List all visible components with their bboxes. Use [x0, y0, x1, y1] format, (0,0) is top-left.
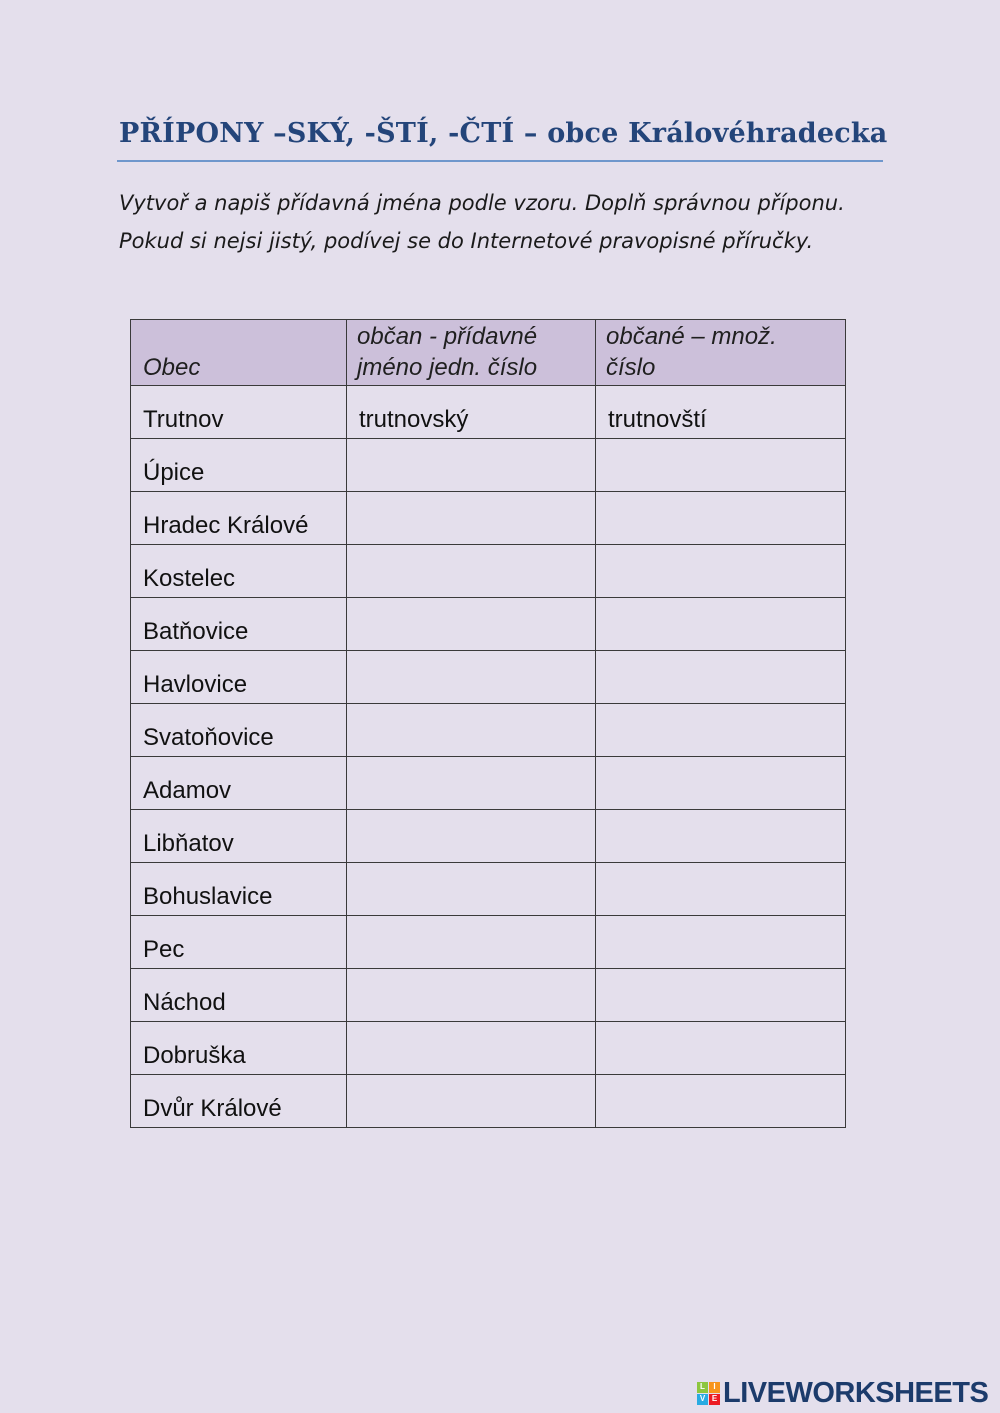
table-row [131, 1022, 846, 1075]
header-obcan-jednotne [347, 320, 596, 386]
jednotne-answer-cell[interactable] [347, 651, 596, 704]
liveworksheets-wordmark: LIVEWORKSHEETS [723, 1376, 989, 1409]
mnozne-answer-cell[interactable] [596, 1075, 846, 1128]
mnozne-answer-cell[interactable] [596, 757, 846, 810]
jednotne-answer-cell[interactable] [347, 810, 596, 863]
jednotne-answer-cell[interactable] [347, 598, 596, 651]
mnozne-answer-cell[interactable] [596, 916, 846, 969]
jednotne-answer-cell[interactable] [347, 757, 596, 810]
mnozne-answer-cell[interactable] [596, 969, 846, 1022]
obec-cell: Úpice [131, 439, 347, 492]
jednotne-answer-cell: trutnovský [347, 386, 596, 439]
table-row [131, 1075, 846, 1128]
jednotne-answer-cell[interactable] [347, 863, 596, 916]
header-obcan-line-1: občan - přídavné [357, 323, 538, 350]
jednotne-answer-cell[interactable] [347, 545, 596, 598]
table-row [131, 651, 846, 704]
jednotne-answer-cell[interactable] [347, 704, 596, 757]
obec-cell: Dvůr Králové [131, 1075, 347, 1128]
obec-cell: Libňatov [131, 810, 347, 863]
instruction-line-2: Pokud si nejsi jistý, podívej se do Internetové pravopisné příručky. [119, 229, 814, 253]
table-row [131, 863, 846, 916]
header-obcane-line-1: občané – množ. [606, 323, 777, 350]
title-underline [117, 160, 883, 162]
header-obcane-mnozne [596, 320, 846, 386]
worksheet-title: PŘÍPONY –SKÝ, -ŠTÍ, -ČTÍ – obce Královéhradecka [119, 118, 888, 149]
table-row [131, 810, 846, 863]
jednotne-answer-cell[interactable] [347, 916, 596, 969]
instruction-line-1: Vytvoř a napiš přídavná jména podle vzoru. Doplň správnou příponu. [119, 191, 845, 215]
table-row [131, 916, 846, 969]
mnozne-answer-cell[interactable] [596, 651, 846, 704]
liveworksheets-branding [697, 1378, 988, 1408]
liveworksheets-logo-icon [697, 1382, 720, 1405]
jednotne-answer-cell[interactable] [347, 1022, 596, 1075]
jednotne-answer-cell[interactable] [347, 1075, 596, 1128]
table-row [131, 969, 846, 1022]
mnozne-answer-cell[interactable] [596, 492, 846, 545]
header-obec: Obec [131, 320, 347, 386]
table-row [131, 545, 846, 598]
logo-letter: E [709, 1394, 720, 1405]
mnozne-answer-cell: trutnovští [596, 386, 846, 439]
obec-cell: Hradec Králové [131, 492, 347, 545]
mnozne-answer-cell[interactable] [596, 439, 846, 492]
obec-cell: Bohuslavice [131, 863, 347, 916]
logo-letter: L [697, 1382, 708, 1393]
mnozne-answer-cell[interactable] [596, 1022, 846, 1075]
obec-cell: Svatoňovice [131, 704, 347, 757]
obec-cell: Náchod [131, 969, 347, 1022]
table-row [131, 492, 846, 545]
header-obcan-line-2: jméno jedn. číslo [357, 354, 538, 381]
mnozne-answer-cell[interactable] [596, 863, 846, 916]
table-row [131, 704, 846, 757]
jednotne-answer-cell[interactable] [347, 969, 596, 1022]
logo-letter: I [709, 1382, 720, 1393]
obec-cell: Dobruška [131, 1022, 347, 1075]
mnozne-answer-cell[interactable] [596, 810, 846, 863]
jednotne-answer-cell[interactable] [347, 492, 596, 545]
mnozne-answer-cell[interactable] [596, 598, 846, 651]
obec-cell: Adamov [131, 757, 347, 810]
jednotne-answer-cell[interactable] [347, 439, 596, 492]
logo-letter: V [697, 1394, 708, 1405]
obec-cell: Havlovice [131, 651, 347, 704]
obec-cell: Trutnov [131, 386, 347, 439]
table-row [131, 598, 846, 651]
mnozne-answer-cell[interactable] [596, 545, 846, 598]
table-row [131, 757, 846, 810]
obec-cell: Pec [131, 916, 347, 969]
mnozne-answer-cell[interactable] [596, 704, 846, 757]
obec-cell: Batňovice [131, 598, 347, 651]
table-row [131, 439, 846, 492]
header-obcane-line-2: číslo [606, 354, 656, 381]
answer-table [130, 319, 846, 1128]
table-row [131, 386, 846, 439]
table-header-row [131, 320, 846, 386]
obec-cell: Kostelec [131, 545, 347, 598]
